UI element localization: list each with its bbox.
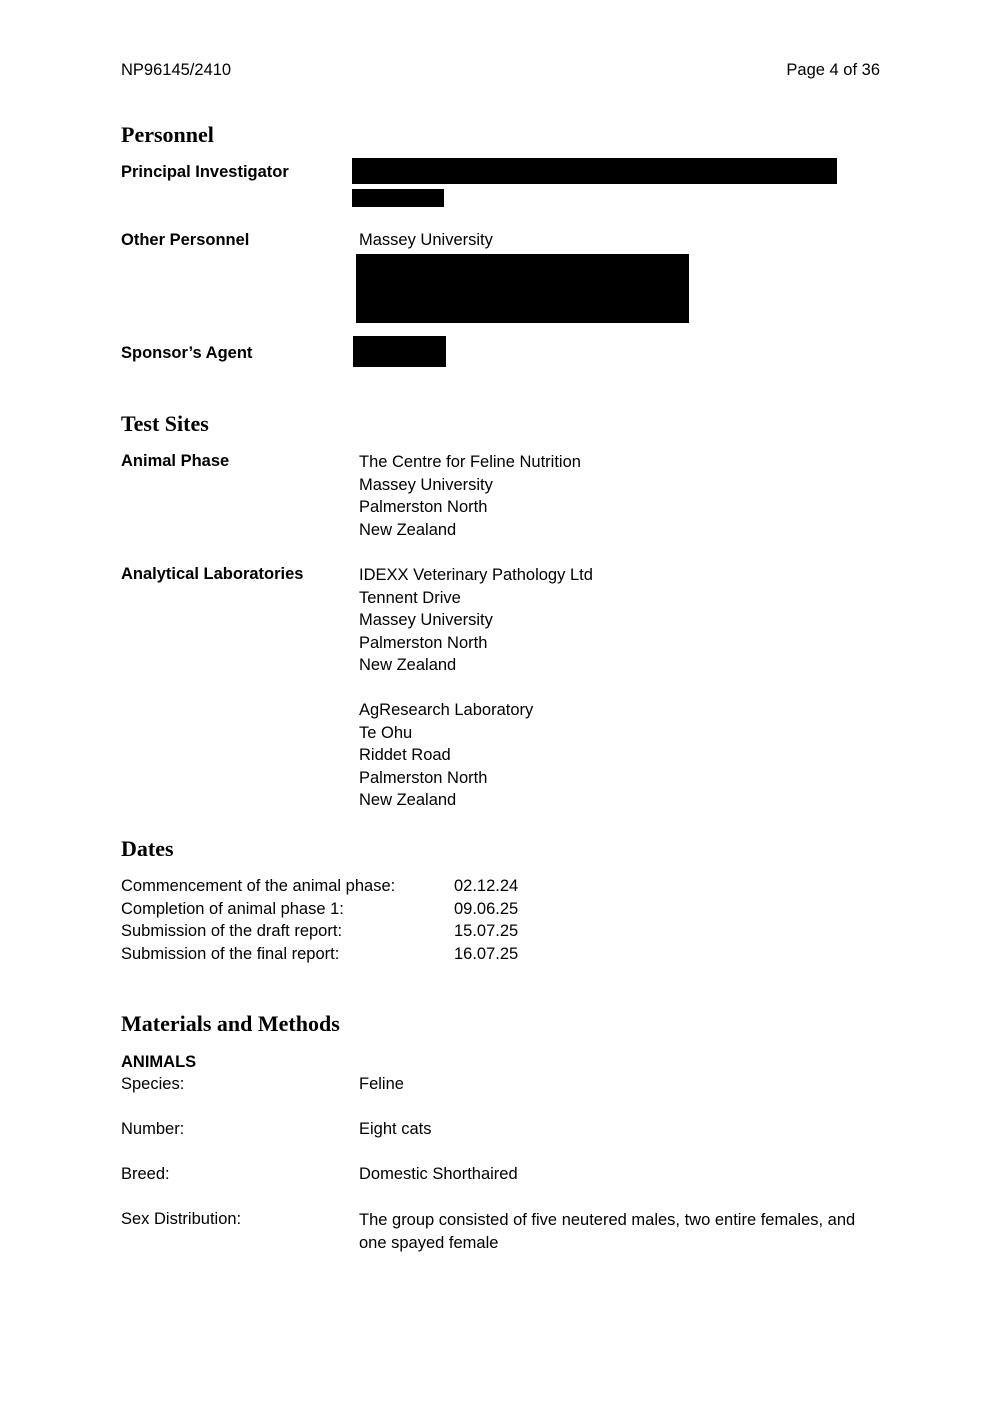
lab2-address (359, 699, 533, 812)
sex-distribution-line: The group consisted of five neutered males, two entire females, and (359, 1211, 856, 1229)
materials-methods-heading: Materials and Methods (121, 1011, 340, 1036)
test-sites-heading: Test Sites (121, 411, 209, 436)
breed-value: Domestic Shorthaired (359, 1165, 518, 1183)
redaction-block (352, 189, 444, 207)
address-line: AgResearch Laboratory (359, 701, 534, 719)
redaction-block (353, 336, 446, 367)
address-line: The Centre for Feline Nutrition (359, 453, 581, 471)
dates-labels (121, 875, 395, 965)
dates-values (454, 875, 518, 965)
address-line: New Zealand (359, 520, 457, 539)
address-line: Tennent Drive (359, 588, 461, 607)
date-row-label: Completion of animal phase 1: (121, 899, 344, 918)
page-number: Page 4 of 36 (786, 61, 880, 79)
number-value: Eight cats (359, 1120, 432, 1138)
redaction-block (352, 158, 837, 184)
sex-distribution-value (359, 1209, 855, 1254)
sponsors-agent-label: Sponsor’s Agent (121, 344, 253, 362)
other-personnel-org: Massey University (359, 231, 493, 249)
date-row-label: Commencement of the animal phase: (121, 877, 396, 895)
address-line: Palmerston North (359, 633, 488, 652)
other-personnel-label: Other Personnel (121, 231, 250, 249)
address-line: IDEXX Veterinary Pathology Ltd (359, 566, 593, 584)
lab1-address (359, 564, 593, 677)
personnel-heading: Personnel (121, 122, 214, 147)
address-line: New Zealand (359, 791, 457, 809)
dates-heading: Dates (121, 836, 174, 861)
principal-investigator-label: Principal Investigator (121, 163, 289, 181)
date-row-value: 15.07.25 (454, 922, 519, 940)
date-row-value: 09.06.25 (454, 899, 519, 918)
address-line: Riddet Road (359, 746, 451, 764)
species-label: Species: (121, 1075, 185, 1093)
species-value: Feline (359, 1075, 404, 1093)
animal-phase-label: Animal Phase (121, 452, 230, 470)
date-row-value: 16.07.25 (454, 944, 519, 963)
address-line: Te Ohu (359, 723, 413, 742)
breed-label: Breed: (121, 1165, 170, 1183)
number-label: Number: (121, 1120, 185, 1138)
redaction-block (356, 254, 689, 323)
document-id: NP96145/2410 (121, 61, 232, 79)
sex-distribution-label: Sex Distribution: (121, 1210, 242, 1228)
animal-phase-address (359, 451, 581, 541)
address-line: Massey University (359, 611, 493, 629)
address-line: Palmerston North (359, 768, 488, 787)
address-line: New Zealand (359, 656, 457, 674)
animals-subheading: ANIMALS (121, 1053, 197, 1071)
date-row-label: Submission of the final report: (121, 944, 340, 963)
analytical-labs-label: Analytical Laboratories (121, 565, 304, 583)
sex-distribution-line: one spayed female (359, 1233, 499, 1252)
address-line: Palmerston North (359, 498, 488, 516)
address-line: Massey University (359, 475, 493, 494)
date-row-label: Submission of the draft report: (121, 922, 343, 940)
date-row-value: 02.12.24 (454, 877, 519, 895)
